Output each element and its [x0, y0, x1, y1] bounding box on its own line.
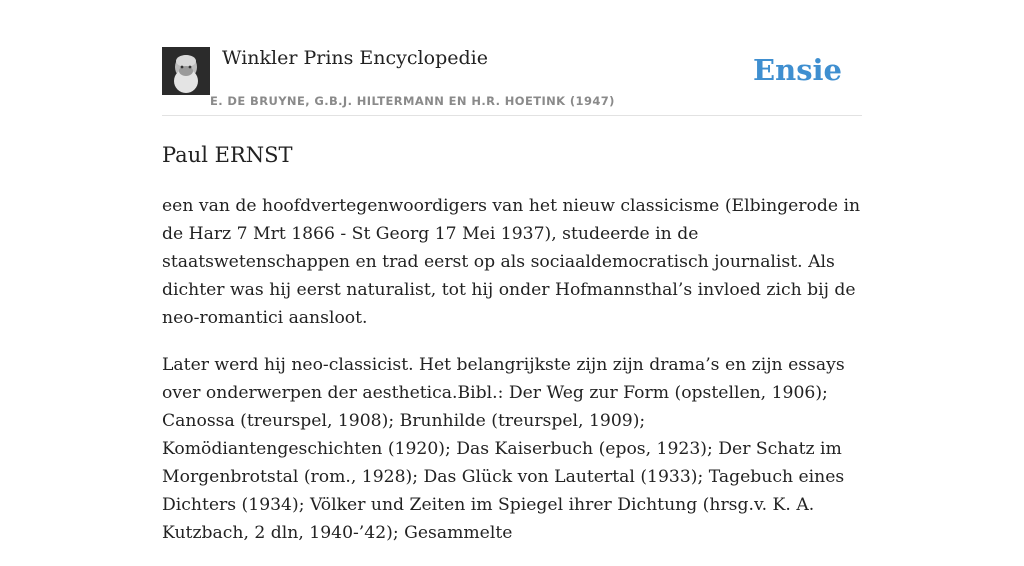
- author-avatar[interactable]: [162, 47, 210, 95]
- article-paragraph: Later werd hij neo-classicist. Het belangrijkste zijn zijn drama’s en zijn essays over onderwerpen der aesthetica.Bibl.: Der Weg zur Form (opstellen, 1906); Canossa (treurspel, 1908); Brunhilde (treurspel, 1909); Komödiantengeschichten (1920); Das Kaiserbuch (epos, 1923); Der Schatz im Morgenbrotstal (rom., 1928); Das Glück von Lautertal (1933); Tagebuch eines Dichters (1934); Völker und Zeiten im Spiegel ihrer Dichtung (hrsg.v. K. A. Kutzbach, 2 dln, 1940-’42); Gesammelte: [162, 355, 845, 543]
- source-title[interactable]: Winkler Prins Encyclopedie: [222, 47, 488, 69]
- article-paragraph: een van de hoofdvertegenwoordigers van het nieuw classicisme (Elbingerode in de Harz 7 Mrt 1866 - St Georg 17 Mei 1937), studeerde in de staatswetenschappen en trad eerst op als sociaaldemocratisch journalist. Als dichter was hij eerst naturalist, tot hij onder Hofmannsthal’s invloed zich bij de neo-romantici aansloot.: [162, 196, 861, 328]
- brand-logo[interactable]: Ensie: [753, 53, 842, 87]
- source-authors: E. DE BRUYNE, G.B.J. HILTERMANN EN H.R. HOETINK (1947): [210, 94, 615, 108]
- source-header: [162, 46, 862, 116]
- portrait-icon: [162, 47, 210, 95]
- article-content: [162, 192, 862, 566]
- article-title: Paul ERNST: [162, 143, 293, 167]
